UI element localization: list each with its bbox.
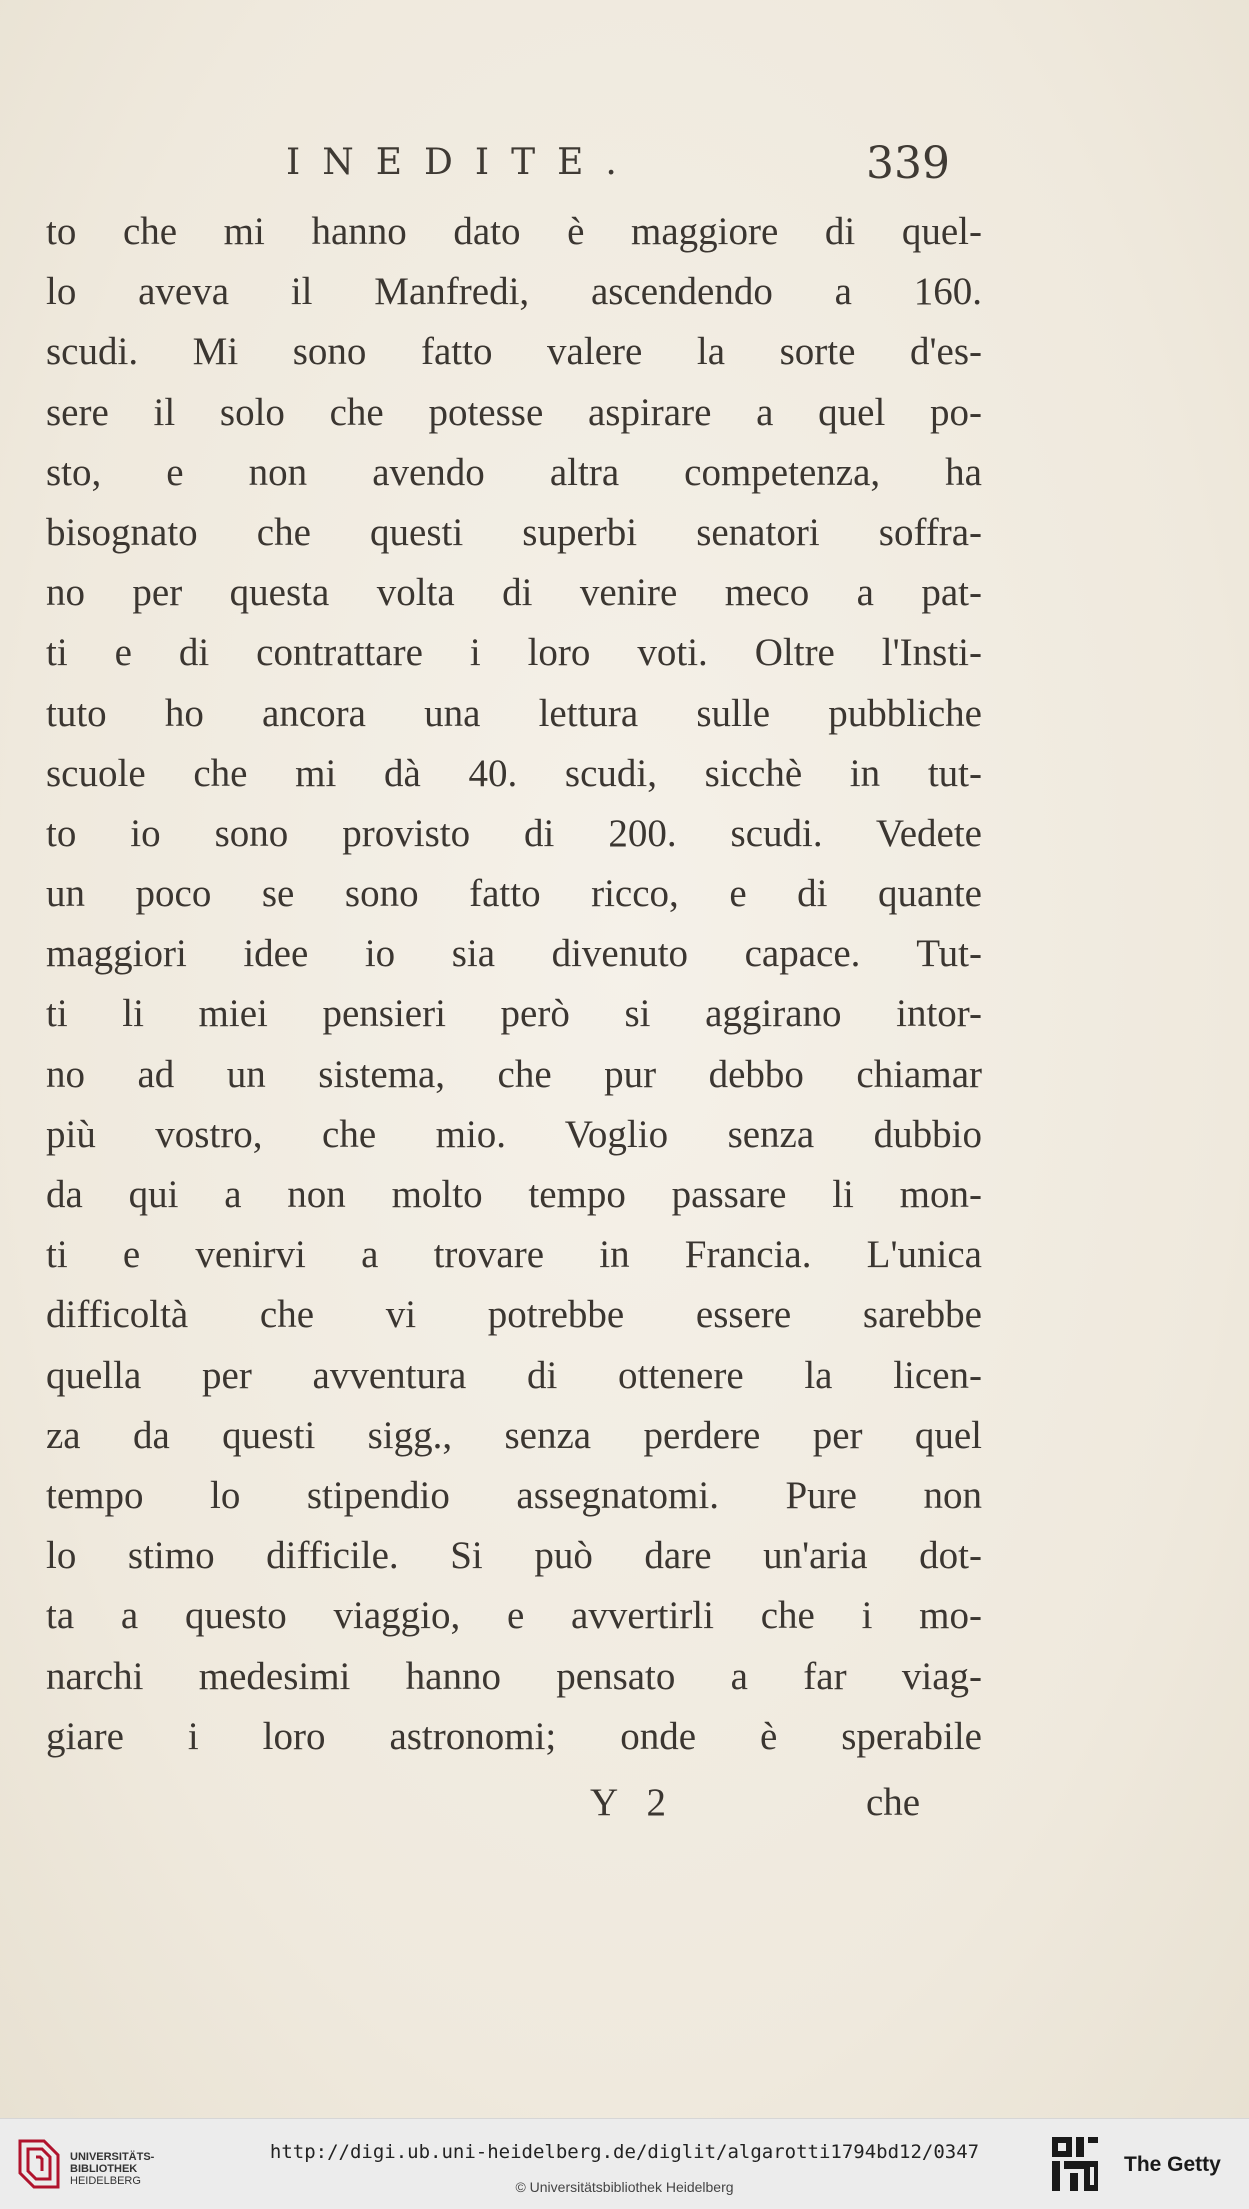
text-line: più vostro, che mio. Voglio senza dubbio <box>46 1112 982 1156</box>
text-line: no ad un sistema, che pur debbo chiamar <box>46 1052 982 1096</box>
text-line: un poco se sono fatto ricco, e di quante <box>46 872 982 916</box>
text-line: ta a questo viaggio, e avvertirli che i mo- <box>46 1594 982 1638</box>
text-line: scudi. Mi sono fatto valere la sorte d'es- <box>46 330 982 374</box>
permalink-url[interactable]: http://digi.ub.uni-heidelberg.de/diglit/algarotti1794bd12/0347 <box>269 2141 980 2163</box>
text-line: no per questa volta di venire meco a pat- <box>46 571 982 615</box>
text-line: giare i loro astronomi; onde è sperabile <box>46 1714 982 1758</box>
signature-mark: Y 2 <box>590 1781 676 1824</box>
body-text <box>46 202 982 1767</box>
running-head <box>0 138 1249 202</box>
text-line: lo aveva il Manfredi, ascendendo a 160. <box>46 270 982 314</box>
library-name-line: BIBLIOTHEK <box>70 2163 138 2175</box>
text-line: za da questi sigg., senza perdere per quel <box>46 1413 982 1457</box>
text-line: ti li miei pensieri però si aggirano intor- <box>46 992 982 1036</box>
text-line: tuto ho ancora una lettura sulle pubbliche <box>46 691 982 735</box>
text-line: da qui a non molto tempo passare li mon- <box>46 1173 982 1216</box>
copyright-notice: © Universitätsbibliothek Heidelberg <box>515 2179 734 2195</box>
text-line: quella per avventura di ottenere la licen- <box>46 1353 982 1397</box>
page-footer <box>0 1780 1249 1840</box>
text-line: narchi medesimi hanno pensato a far viag- <box>46 1654 982 1698</box>
viewer-footer-bar <box>0 2118 1249 2209</box>
getty-logo[interactable] <box>1050 2135 1240 2197</box>
text-line: lo stimo difficile. Si può dare un'aria dot- <box>46 1534 982 1578</box>
text-line: difficoltà che vi potrebbe essere sarebbe <box>46 1293 982 1337</box>
text-line: sere il solo che potesse aspirare a quel po- <box>46 390 982 434</box>
text-line: ti e di contrattare i loro voti. Oltre l'Insti- <box>46 631 982 675</box>
library-name-line: HEIDELBERG <box>70 2175 141 2187</box>
page-number: 339 <box>866 138 950 189</box>
text-line: scuole che mi dà 40. scudi, sicchè in tut- <box>46 751 982 795</box>
sponsor-name: The Getty <box>1124 2153 1221 2176</box>
text-line: sto, e non avendo altra competenza, ha <box>46 450 982 494</box>
text-line: maggiori idee io sia divenuto capace. Tut- <box>46 932 982 976</box>
getty-emblem-icon <box>1050 2135 1100 2195</box>
text-line: ti e venirvi a trovare in Francia. L'unica <box>46 1233 982 1277</box>
running-head-title: INEDITE. <box>286 142 639 183</box>
text-line: tempo lo stipendio assegnatomi. Pure non <box>46 1473 982 1517</box>
text-line: to che mi hanno dato è maggiore di quel- <box>46 210 982 253</box>
text-line: bisognato che questi superbi senatori soffra- <box>46 510 982 554</box>
library-name-line: UNIVERSITÄTS- <box>70 2151 155 2163</box>
text-line: to io sono provisto di 200. scudi. Vedete <box>46 811 982 855</box>
catchword: che <box>866 1781 921 1824</box>
